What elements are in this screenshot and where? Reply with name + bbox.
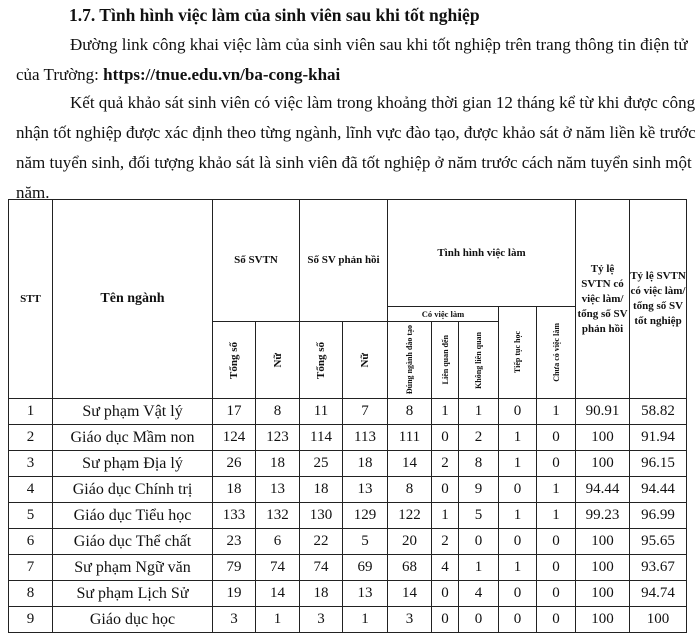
cell-related: 0 bbox=[432, 477, 459, 503]
cell-rate-graduates: 94.44 bbox=[630, 477, 687, 503]
cell-responses-female: 5 bbox=[343, 529, 388, 555]
header-stt: STT bbox=[9, 200, 53, 399]
cell-responses-female: 129 bbox=[343, 503, 388, 529]
cell-no-job: 1 bbox=[537, 503, 576, 529]
related-label: Liên quan đến bbox=[440, 335, 450, 385]
cell-unrelated: 0 bbox=[459, 529, 499, 555]
header-unrelated bbox=[459, 322, 499, 399]
cell-unrelated: 0 bbox=[459, 607, 499, 633]
cell-responses-total: 18 bbox=[300, 477, 343, 503]
header-further-study bbox=[499, 307, 537, 399]
cell-name: Giáo dục Mầm non bbox=[53, 425, 213, 451]
table-row bbox=[9, 555, 687, 581]
cell-graduates-total: 79 bbox=[213, 555, 256, 581]
table-body bbox=[9, 399, 687, 633]
section-heading: 1.7. Tình hình việc làm của sinh viên sau khi tốt nghiệp bbox=[69, 5, 480, 25]
cell-no-job: 0 bbox=[537, 555, 576, 581]
cell-stt: 7 bbox=[9, 555, 53, 581]
cell-right-field: 14 bbox=[388, 581, 432, 607]
cell-unrelated: 9 bbox=[459, 477, 499, 503]
cell-related: 0 bbox=[432, 581, 459, 607]
header-employment: Tình hình việc làm bbox=[388, 200, 576, 307]
cell-responses-total: 114 bbox=[300, 425, 343, 451]
cell-stt: 4 bbox=[9, 477, 53, 503]
cell-graduates-total: 23 bbox=[213, 529, 256, 555]
cell-unrelated: 2 bbox=[459, 425, 499, 451]
link-paragraph bbox=[16, 30, 700, 90]
cell-graduates-total: 124 bbox=[213, 425, 256, 451]
cell-rate-responses: 99.23 bbox=[576, 503, 630, 529]
table-row bbox=[9, 607, 687, 633]
cell-related: 2 bbox=[432, 451, 459, 477]
cell-unrelated: 4 bbox=[459, 581, 499, 607]
cell-right-field: 111 bbox=[388, 425, 432, 451]
right-field-label: Đúng ngành đào tạo bbox=[405, 325, 414, 395]
cell-unrelated: 8 bbox=[459, 451, 499, 477]
cell-right-field: 20 bbox=[388, 529, 432, 555]
survey-paragraph: Kết quả khảo sát sinh viên có việc làm trong khoảng thời gian 12 tháng kể từ khi được công nhận tốt nghiệp được xác định theo từng ngành, lĩnh vực đào tạo, được khảo sát ở năm liền kề trước năm tuyển sinh, đối tượng khảo sát là sinh viên đã tốt nghiệp ở năm trước cách năm tuyển sinh một năm. bbox=[16, 93, 696, 202]
cell-responses-female: 13 bbox=[343, 477, 388, 503]
cell-unrelated: 5 bbox=[459, 503, 499, 529]
cell-responses-female: 113 bbox=[343, 425, 388, 451]
cell-stt: 5 bbox=[9, 503, 53, 529]
cell-further-study: 1 bbox=[499, 555, 537, 581]
cell-responses-female: 1 bbox=[343, 607, 388, 633]
cell-related: 1 bbox=[432, 399, 459, 425]
public-link-url[interactable]: https://tnue.edu.vn/ba-cong-khai bbox=[103, 65, 341, 84]
cell-rate-responses: 94.44 bbox=[576, 477, 630, 503]
cell-stt: 2 bbox=[9, 425, 53, 451]
header-name: Tên ngành bbox=[53, 200, 213, 399]
header-graduates-total bbox=[213, 322, 256, 399]
cell-responses-female: 69 bbox=[343, 555, 388, 581]
header-row-1 bbox=[9, 200, 687, 307]
cell-stt: 9 bbox=[9, 607, 53, 633]
cell-responses-total: 3 bbox=[300, 607, 343, 633]
cell-graduates-female: 74 bbox=[256, 555, 300, 581]
cell-rate-graduates: 95.65 bbox=[630, 529, 687, 555]
cell-no-job: 0 bbox=[537, 607, 576, 633]
table-row bbox=[9, 477, 687, 503]
responses-female-label: Nữ bbox=[359, 352, 371, 368]
cell-rate-graduates: 93.67 bbox=[630, 555, 687, 581]
header-responses: Số SV phản hồi bbox=[300, 200, 388, 322]
cell-rate-responses: 100 bbox=[576, 529, 630, 555]
cell-graduates-female: 132 bbox=[256, 503, 300, 529]
cell-responses-female: 18 bbox=[343, 451, 388, 477]
cell-unrelated: 1 bbox=[459, 399, 499, 425]
header-no-job bbox=[537, 307, 576, 399]
header-employed: Có việc làm bbox=[388, 307, 499, 322]
cell-responses-total: 25 bbox=[300, 451, 343, 477]
cell-graduates-total: 3 bbox=[213, 607, 256, 633]
cell-graduates-total: 18 bbox=[213, 477, 256, 503]
unrelated-label: Không liên quan bbox=[474, 331, 483, 389]
cell-further-study: 0 bbox=[499, 399, 537, 425]
cell-right-field: 68 bbox=[388, 555, 432, 581]
no-job-label: Chưa có việc làm bbox=[551, 323, 561, 382]
cell-name: Sư phạm Ngữ văn bbox=[53, 555, 213, 581]
cell-graduates-total: 17 bbox=[213, 399, 256, 425]
cell-stt: 6 bbox=[9, 529, 53, 555]
cell-right-field: 14 bbox=[388, 451, 432, 477]
cell-stt: 1 bbox=[9, 399, 53, 425]
cell-rate-responses: 100 bbox=[576, 451, 630, 477]
graduates-total-label: Tổng số bbox=[228, 341, 240, 379]
table-row bbox=[9, 399, 687, 425]
cell-name: Sư phạm Lịch Sử bbox=[53, 581, 213, 607]
cell-name: Sư phạm Địa lý bbox=[53, 451, 213, 477]
cell-responses-total: 11 bbox=[300, 399, 343, 425]
cell-further-study: 0 bbox=[499, 529, 537, 555]
table-row bbox=[9, 451, 687, 477]
cell-responses-total: 22 bbox=[300, 529, 343, 555]
header-rate-graduates: Tỷ lệ SVTN có việc làm/ tổng số SV tốt nghiệp bbox=[630, 200, 687, 399]
header-graduates: Số SVTN bbox=[213, 200, 300, 322]
cell-rate-graduates: 58.82 bbox=[630, 399, 687, 425]
cell-no-job: 1 bbox=[537, 399, 576, 425]
cell-name: Giáo dục Chính trị bbox=[53, 477, 213, 503]
cell-further-study: 0 bbox=[499, 581, 537, 607]
responses-total-label: Tổng số bbox=[315, 341, 327, 379]
cell-related: 1 bbox=[432, 503, 459, 529]
cell-no-job: 1 bbox=[537, 477, 576, 503]
further-study-label: Tiếp tục học bbox=[513, 331, 522, 374]
cell-name: Sư phạm Vật lý bbox=[53, 399, 213, 425]
cell-stt: 3 bbox=[9, 451, 53, 477]
cell-unrelated: 1 bbox=[459, 555, 499, 581]
cell-name: Giáo dục Tiểu học bbox=[53, 503, 213, 529]
cell-graduates-total: 19 bbox=[213, 581, 256, 607]
cell-rate-graduates: 100 bbox=[630, 607, 687, 633]
cell-related: 2 bbox=[432, 529, 459, 555]
cell-name: Giáo dục Thể chất bbox=[53, 529, 213, 555]
table-row bbox=[9, 581, 687, 607]
cell-rate-responses: 100 bbox=[576, 581, 630, 607]
header-responses-total bbox=[300, 322, 343, 399]
cell-rate-graduates: 96.15 bbox=[630, 451, 687, 477]
cell-right-field: 3 bbox=[388, 607, 432, 633]
employment-table bbox=[8, 199, 687, 633]
cell-no-job: 0 bbox=[537, 529, 576, 555]
table-row bbox=[9, 425, 687, 451]
cell-further-study: 0 bbox=[499, 477, 537, 503]
cell-rate-graduates: 91.94 bbox=[630, 425, 687, 451]
cell-graduates-female: 13 bbox=[256, 477, 300, 503]
cell-graduates-female: 123 bbox=[256, 425, 300, 451]
cell-graduates-female: 1 bbox=[256, 607, 300, 633]
cell-further-study: 1 bbox=[499, 425, 537, 451]
cell-further-study: 0 bbox=[499, 607, 537, 633]
link-intro-text: Đường link công khai việc làm của sinh viên sau khi tốt nghiệp trên trang thông tin điện tử của Trường: bbox=[16, 35, 688, 84]
cell-graduates-female: 18 bbox=[256, 451, 300, 477]
cell-no-job: 0 bbox=[537, 425, 576, 451]
cell-rate-graduates: 96.99 bbox=[630, 503, 687, 529]
cell-right-field: 8 bbox=[388, 399, 432, 425]
cell-right-field: 8 bbox=[388, 477, 432, 503]
header-right-field bbox=[388, 322, 432, 399]
cell-graduates-female: 8 bbox=[256, 399, 300, 425]
cell-further-study: 1 bbox=[499, 503, 537, 529]
cell-graduates-female: 6 bbox=[256, 529, 300, 555]
cell-rate-responses: 90.91 bbox=[576, 399, 630, 425]
cell-rate-responses: 100 bbox=[576, 425, 630, 451]
cell-further-study: 1 bbox=[499, 451, 537, 477]
table-row bbox=[9, 529, 687, 555]
header-responses-female bbox=[343, 322, 388, 399]
header-rate-responses: Tỷ lệ SVTN có việc làm/ tổng số SV phản hồi bbox=[576, 200, 630, 399]
cell-related: 0 bbox=[432, 607, 459, 633]
cell-related: 4 bbox=[432, 555, 459, 581]
cell-responses-total: 18 bbox=[300, 581, 343, 607]
cell-rate-graduates: 94.74 bbox=[630, 581, 687, 607]
cell-name: Giáo dục học bbox=[53, 607, 213, 633]
cell-responses-total: 130 bbox=[300, 503, 343, 529]
cell-responses-female: 13 bbox=[343, 581, 388, 607]
cell-no-job: 0 bbox=[537, 451, 576, 477]
cell-graduates-female: 14 bbox=[256, 581, 300, 607]
graduates-female-label: Nữ bbox=[271, 352, 284, 368]
cell-right-field: 122 bbox=[388, 503, 432, 529]
cell-related: 0 bbox=[432, 425, 459, 451]
header-graduates-female bbox=[256, 322, 300, 399]
cell-no-job: 0 bbox=[537, 581, 576, 607]
header-related bbox=[432, 322, 459, 399]
cell-responses-female: 7 bbox=[343, 399, 388, 425]
cell-rate-responses: 100 bbox=[576, 607, 630, 633]
table-row bbox=[9, 503, 687, 529]
cell-graduates-total: 26 bbox=[213, 451, 256, 477]
cell-responses-total: 74 bbox=[300, 555, 343, 581]
cell-rate-responses: 100 bbox=[576, 555, 630, 581]
cell-graduates-total: 133 bbox=[213, 503, 256, 529]
cell-stt: 8 bbox=[9, 581, 53, 607]
